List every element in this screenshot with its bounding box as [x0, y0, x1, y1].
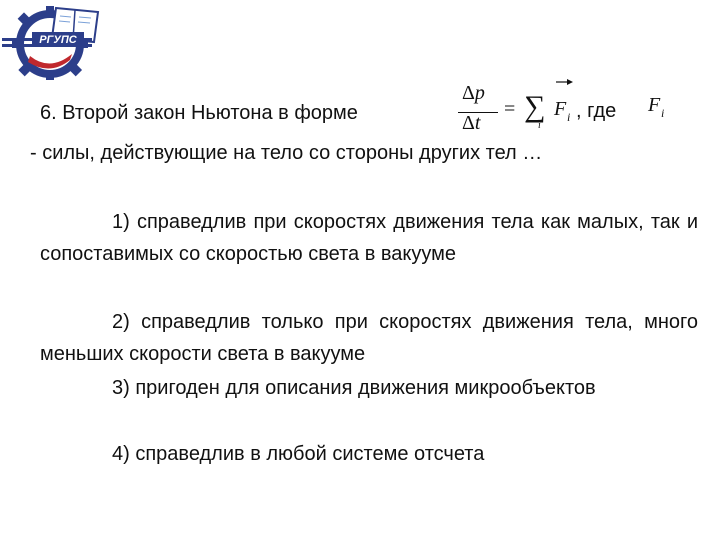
answer-option-1: 1) справедлив при скоростях движения тела как малых, так и сопоставимых со скоростью света в вакууме — [40, 211, 698, 265]
answer-option-2: 2) справедлив только при скоростях движения тела, много меньших скорости света в вакууме — [40, 311, 698, 365]
force-ref-index: i — [661, 106, 665, 120]
rgups-logo-graphic — [2, 2, 102, 82]
answer-option-4: 4) справедлив в любой системе отсчета — [112, 443, 485, 465]
force-index: i — [567, 110, 571, 124]
where-word: , где — [576, 100, 617, 122]
question-prefix: 6. Второй закон Ньютона в форме — [40, 102, 358, 124]
formula-numerator: Δp — [462, 82, 485, 104]
logo-text: РГУПС — [39, 34, 77, 46]
force-ref-symbol: F — [648, 94, 661, 116]
force-symbol: F — [554, 98, 567, 120]
rgups-logo — [2, 2, 102, 82]
sum-symbol: ∑ — [524, 90, 546, 123]
sum-index: i — [538, 120, 541, 131]
formula-denominator: Δt — [462, 112, 481, 134]
question-subline: - силы, действующие на тело со стороны других тел … — [30, 142, 543, 164]
vector-arrow-icon — [556, 78, 574, 86]
newton-formula — [444, 76, 674, 136]
equals-sign: = — [504, 98, 516, 120]
answer-option-3: 3) пригоден для описания движения микрообъектов — [112, 377, 596, 399]
